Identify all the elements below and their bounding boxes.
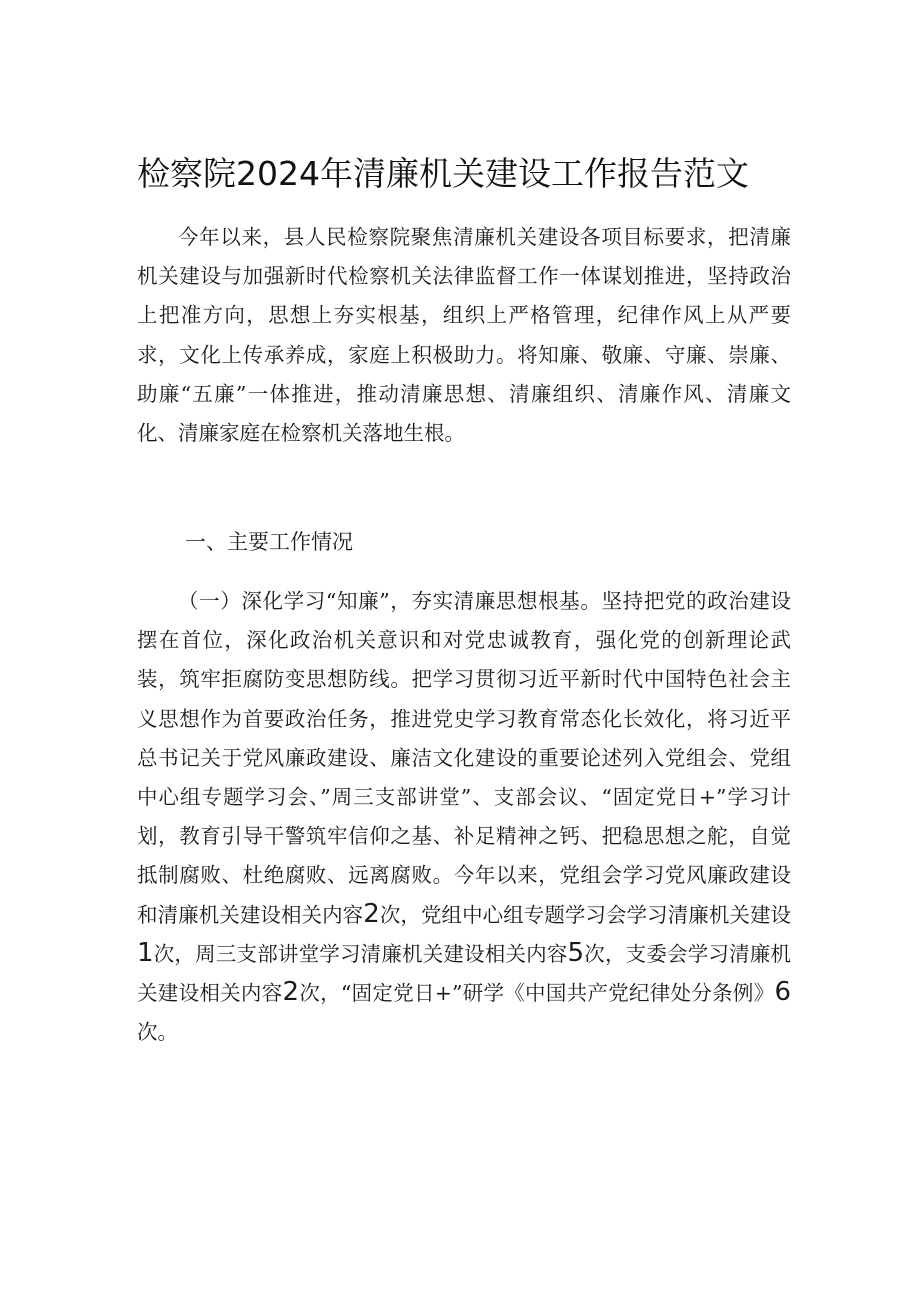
count-branch-committee: 2 [282,977,300,1008]
paragraph-text-segment: 次，“固定党日+”研学《中国共产党纪律处分条例》 [299,981,775,1006]
count-party-group-study: 2 [363,898,380,929]
paragraph-text-segment: （一）深化学习“知廉”，夯实清廉思想根基。坚持把党的政治建设摆在首位，深化政治机关意识和对党忠诚教育，强化党的创新理论武装，筑牢拒腐防变思想防线。把学习贯彻习近平新时代中国特色社会主义思想作为首要政治任务，推进党史学习教育常态化长效化，将习近平总书记关于党风廉政建设、廉洁文化建设的重要论述列入党组会、党组中心组专题学习会、”周三支部讲堂”、支部会议、“固定党日+”学习计划，教育引导干警筑牢信仰之基、补足精神之钙、把稳思想之舵，自觉抵制腐败、杜绝腐败、远离腐败。今年以来，党组会学习党风廉政建设和清廉机关建设相关内容 [137,589,791,927]
paragraph-text-segment: 次，党组中心组专题学习会学习清廉机关建设 [379,902,792,927]
count-center-group-study: 1 [137,937,154,968]
paragraph-text-segment: 次，支委会学习清廉机关建设相关内容 [137,941,791,1006]
section-heading-main-work: 一、主要工作情况 [185,530,353,554]
section-1-paragraph [137,582,791,1052]
paragraph-text-segment: 次，周三支部讲堂学习清廉机关建设相关内容 [153,941,568,966]
intro-paragraph: 今年以来，县人民检察院聚焦清廉机关建设各项目标要求，把清廉机关建设与加强新时代检察机关法律监督工作一体谋划推进，坚持政治上把准方向，思想上夯实根基，组织上严格管理，纪律作风上从严要求，文化上传承养成，家庭上积极助力。将知廉、敬廉、守廉、崇廉、助廉“五廉”一体推进，推动清廉思想、清廉组织、清廉作风、清廉文化、清廉家庭在检察机关落地生根。 [137,225,791,446]
paragraph-text-segment: 次。 [137,1020,178,1045]
count-wednesday-lecture: 5 [567,937,585,968]
document-title: 检察院2024年清廉机关建设工作报告范文 [137,154,749,193]
count-party-day-study: 6 [774,977,792,1008]
